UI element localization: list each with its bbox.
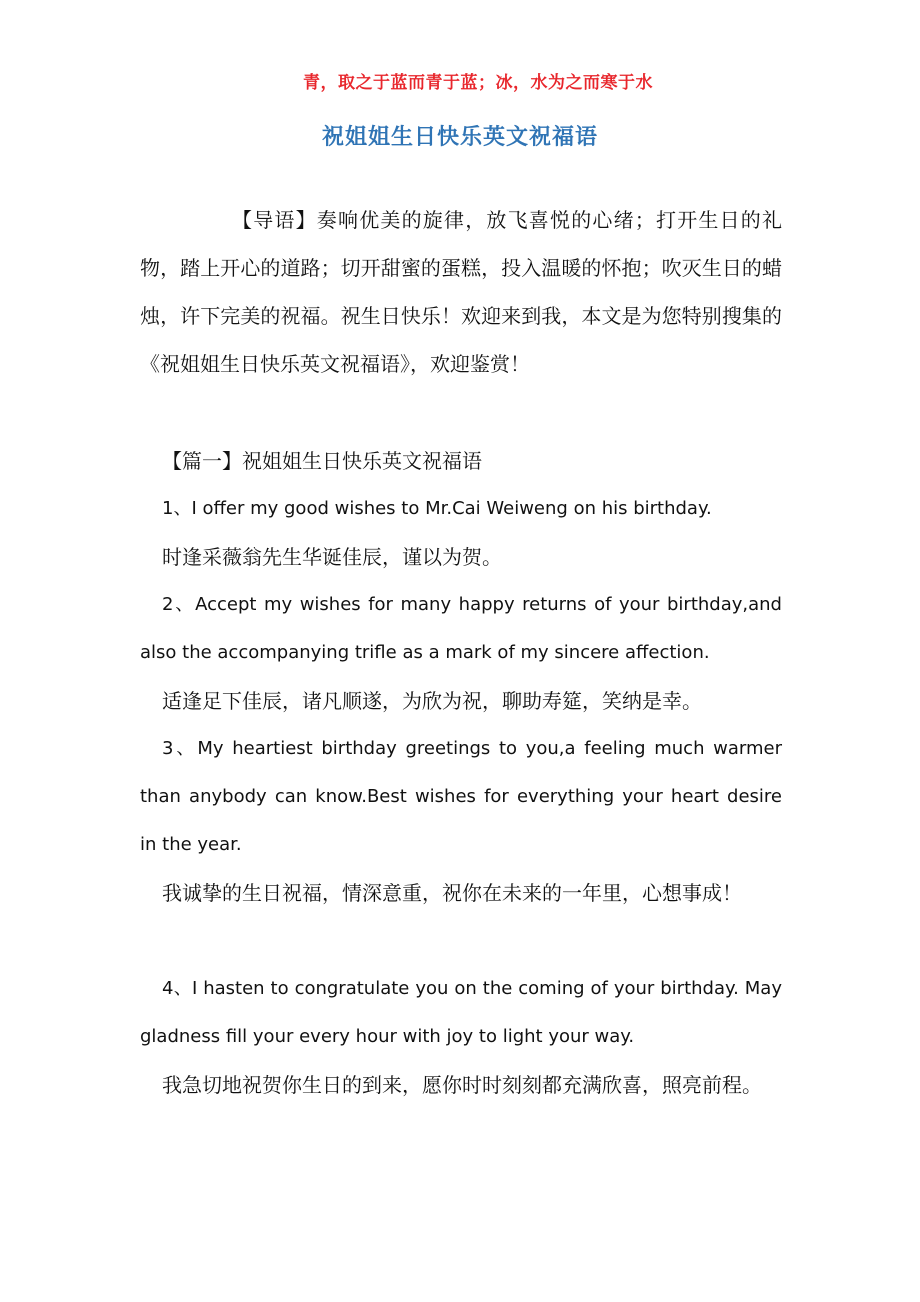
header-motto: 青，取之于蓝而青于蓝；冰，水为之而寒于水	[303, 73, 653, 93]
intro-paragraph: 【导语】奏响优美的旋律，放飞喜悦的心绪；打开生日的礼物，踏上开心的道路；切开甜蜜的蛋糕，投入温暖的怀抱；吹灭生日的蜡烛，许下完美的祝福。祝生日快乐！欢迎来到我，本文是为您特别搜集的《祝姐姐生日快乐英文祝福语》，欢迎鉴赏！	[140, 208, 782, 376]
intro-block	[140, 196, 782, 388]
wish-zh-4: 我急切地祝贺你生日的到来，愿你时时刻刻都充满欣喜，照亮前程。	[162, 1073, 762, 1097]
wish-en-3: 3、My heartiest birthday greetings to you,a feeling much warmer than anybody can know.Best wishes for everything your heart desire in the year.	[140, 738, 782, 855]
document-title: 祝姐姐生日快乐英文祝福语	[321, 125, 598, 150]
wish-en-2: 2、Accept my wishes for many happy returns of your birthday,and also the accompanying trifle as a mark of my sincere affection.	[140, 594, 782, 663]
wish-en-4: 4、I hasten to congratulate you on the coming of your birthday. May gladness fill your every hour with joy to light your way.	[140, 978, 782, 1047]
wish-zh-2: 适逢足下佳辰，诸凡顺遂，为欣为祝，聊助寿筵，笑纳是幸。	[162, 689, 702, 713]
wish-zh-3: 我诚挚的生日祝福，情深意重，祝你在未来的一年里，心想事成！	[162, 881, 742, 905]
section-heading: 【篇一】祝姐姐生日快乐英文祝福语	[162, 449, 482, 473]
wish-zh-1: 时逢采薇翁先生华诞佳辰，谨以为贺。	[162, 545, 502, 569]
wish-en-1: 1、I offer my good wishes to Mr.Cai Weiweng on his birthday.	[162, 498, 712, 519]
paragraph-gap	[140, 917, 782, 965]
section-one	[140, 437, 782, 1109]
